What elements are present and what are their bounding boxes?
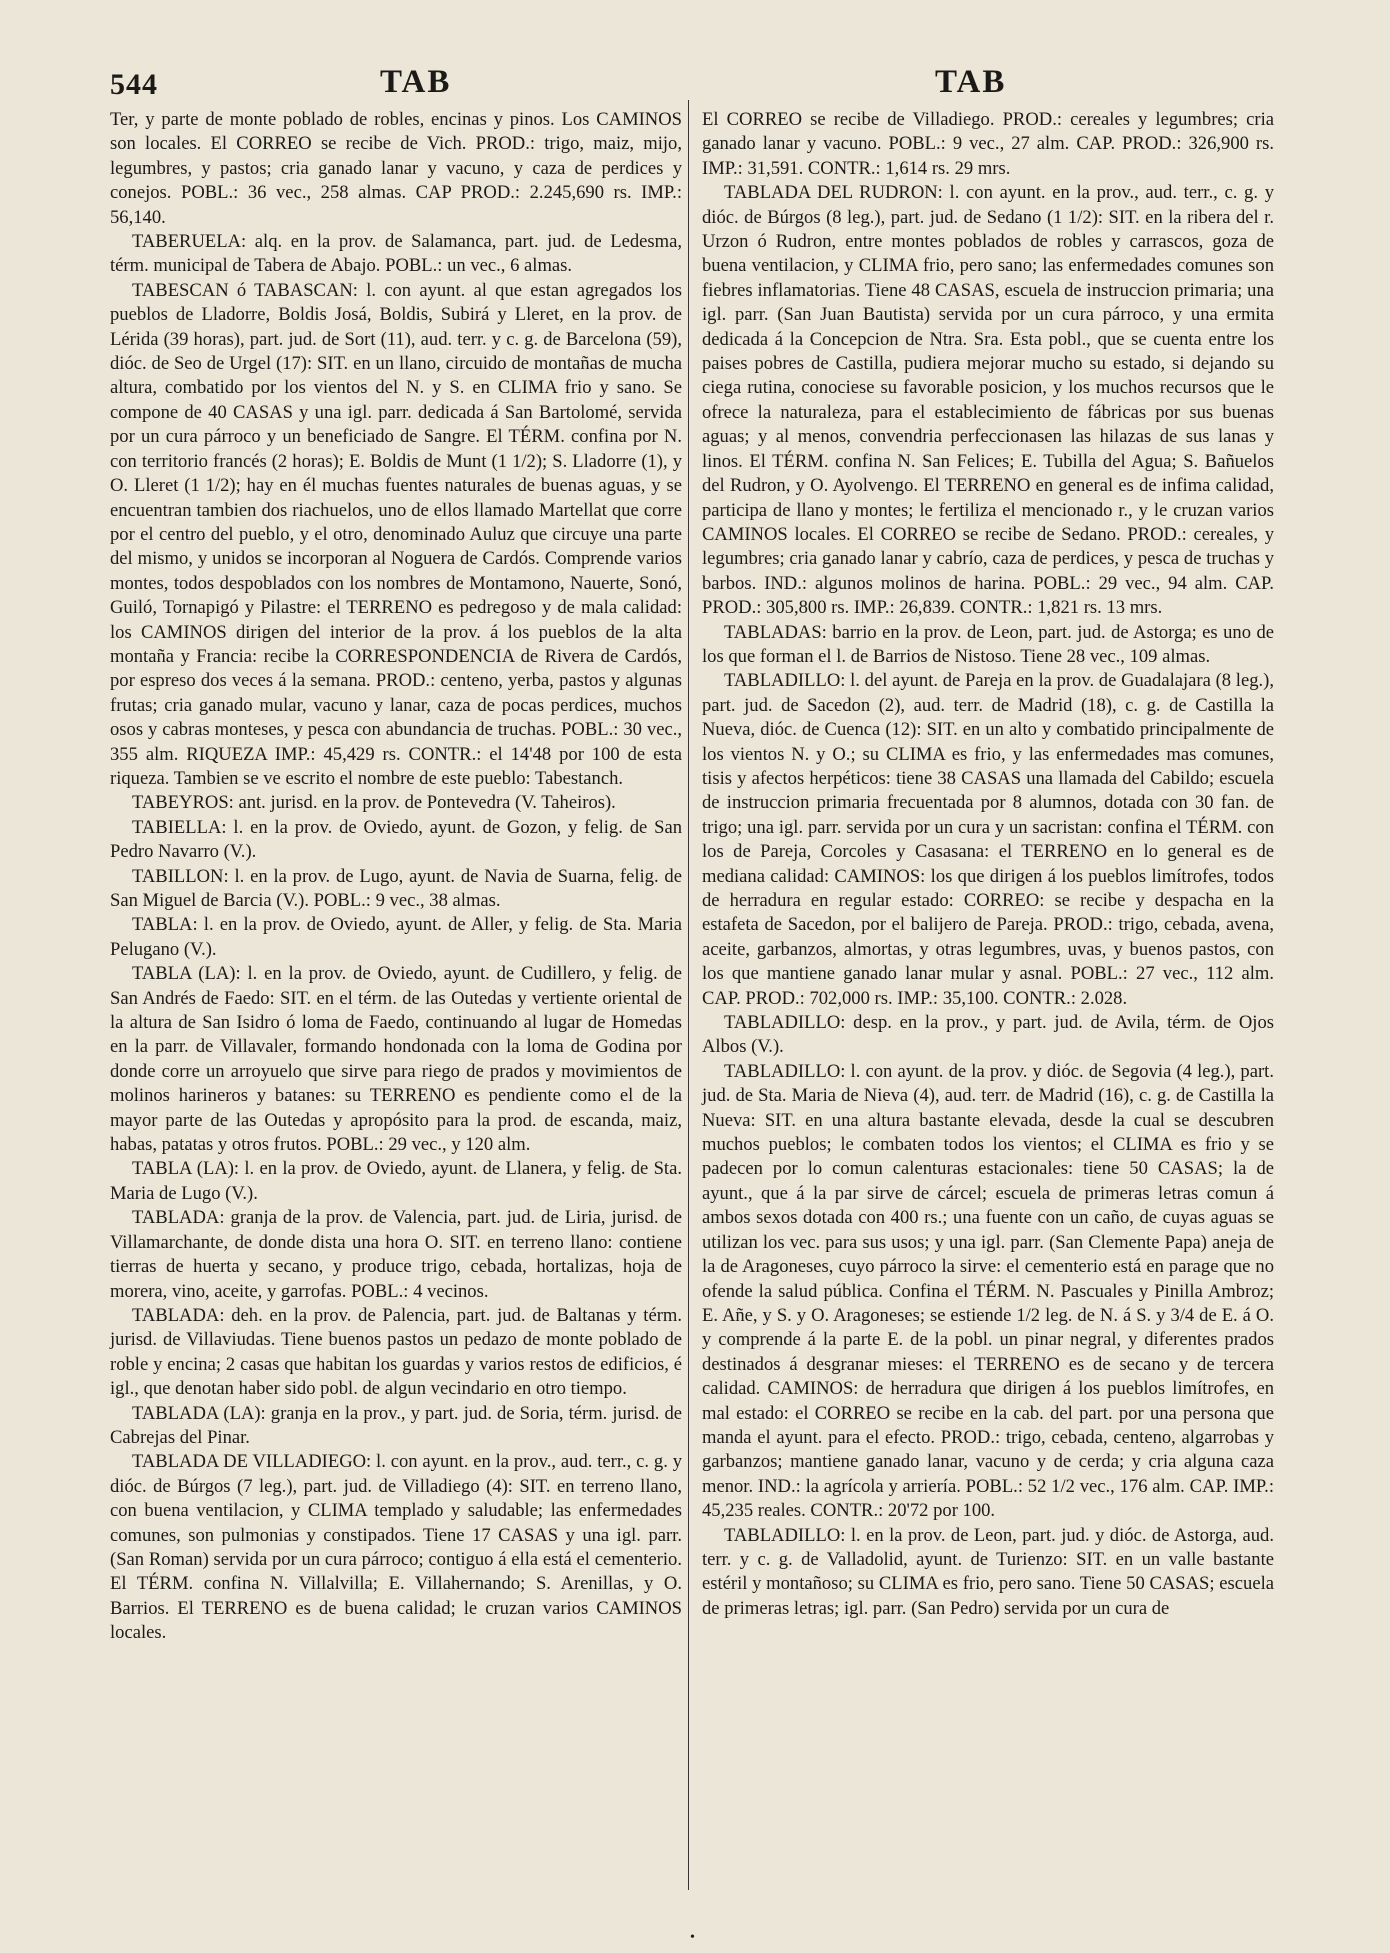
entry-villadiego-cont: El CORREO se recibe de Villadiego. PROD.: cereales y legumbres; cria ganado lanar y vacuno. POBL.: 9 vec., 27 alm. CAP. PROD.: 326,900 rs. IMP.: 31,591. CONTR.: 1,614 rs. 29 mrs. bbox=[702, 109, 1274, 179]
entry-tabladas: TABLADAS: barrio en la prov. de Leon, part. jud. de Astorga; es uno de los que forman el l. de Barrios de Nistoso. Tiene 28 vec., 109 almas. bbox=[702, 621, 1274, 667]
entry-tablada-2: TABLADA: deh. en la prov. de Palencia, part. jud. de Baltanas y térm. jurisd. de Villaviudas. Tiene buenos pastos un pedazo de monte poblado de roble y encina; 2 casas que habitan los guardas y varios restos de edificios, é igl., que denotan haber sido pobl. de algun vecindario en otro tiempo. bbox=[110, 1304, 682, 1400]
entry-tabeyros: TABEYROS: ant. jurisd. en la prov. de Pontevedra (V. Taheiros). bbox=[132, 792, 616, 814]
left-column bbox=[110, 108, 682, 1646]
footer-mark: • bbox=[690, 1930, 695, 1945]
entry-tabescan: TABESCAN ó TABASCAN: l. con ayunt. al que estan agregados los pueblos de Lladorre, Boldis Josá, Boldis, Subirá y Lleret, en la prov. de Lérida (39 horas), part. jud. de Sort (11), aud. terr. y c. g. de Barcelona (59), dióc. de Seo de Urgel (17): SIT. en un llano, circuido de montañas de mucha altura, combatido por los vientos del N. y S. en CLIMA frio y sano. Se compone de 40 CASAS y una igl. parr. dedicada á San Bartolomé, servida por un cura párroco y un beneficiado de Sangre. El TÉRM. confina por N. con territorio francés (2 horas); E. Boldis de Munt (1 1/2); S. Lladorre (1), y O. Lleret (1 1/2); hay en él muchas fuentes naturales de buenas aguas, y se encuentran tambien dos riachuelos, uno de ellos llamado Martellat que corre por el centro del pueblo, y el otro, denominado Auluz que circuye una parte del mismo, y unidos se incorporan al Noguera de Cardós. Comprende varios montes, todos despoblados con los nombres de Montamono, Nauerte, Sonó, Guiló, Tornapigó y Pilastre: el TERRENO es pedregoso y de mala calidad: los CAMINOS dirigen del interior de la prov. á los pueblos de la alta montaña y Francia: recibe la CORRESPONDENCIA de Rivera de Cardós, por espreso dos veces á la semana. PROD.: centeno, yerba, pastos y algunas frutas; cria ganado mular, vacuno y lanar, caza de pocas perdices, muchos osos y cabras monteses, y pesca con abundancia de truchas. POBL.: 30 vec., 355 alm. RIQUEZA IMP.: 45,429 rs. CONTR.: el 14'48 por 100 de esta riqueza. Tambien se ve escrito el nombre de este pueblo: Tabestanch. bbox=[110, 279, 682, 789]
entry-taberuela: TABERUELA: alq. en la prov. de Salamanca, part. jud. de Ledesma, térm. municipal de Tabera de Abajo. POBL.: un vec., 6 almas. bbox=[110, 231, 682, 277]
entry-tabla-la-1: TABLA (LA): l. en la prov. de Oviedo, ayunt. de Cudillero, y felig. de San Andrés de Faedo: SIT. en el térm. de las Outedas y vertiente oriental de la altura de San Isidro ó loma de Faedo, continuando al lugar de Homedas en la parr. de Villavaler, formando hondonada con la loma de Godina por donde corre un arroyuelo que sirve para riego de prados y movimientos de molinos harineros y batanes: su TERRENO es pendiente como el de la mayor parte de las Outedas y apropósito para la prod. de escanda, maiz, habas, patatas y otros frutos. POBL.: 29 vec., y 120 alm. bbox=[110, 963, 682, 1156]
entry-tablada-1: TABLADA: granja de la prov. de Valencia, part. jud. de Liria, jurisd. de Villamarchante, de donde dista una hora O. SIT. en terreno llano: contiene tierras de huerta y secano, y produce trigo, cebada, hortalizas, hoja de morera, vino, aceite, y garrofas. POBL.: 4 vecinos. bbox=[110, 1207, 682, 1302]
entry-tabla: TABLA: l. en la prov. de Oviedo, ayunt. de Aller, y felig. de Sta. Maria Pelugano (V.). bbox=[110, 914, 682, 960]
entry-tablada-la: TABLADA (LA): granja en la prov., y part. jud. de Soria, térm. jurisd. de Cabrejas del Pinar. bbox=[110, 1402, 682, 1448]
entry-tabillon: TABILLON: l. en la prov. de Lugo, ayunt. de Navia de Suarna, felig. de San Miguel de Barcia (V.). POBL.: 9 vec., 38 almas. bbox=[110, 865, 682, 911]
entry-tabla-la-2: TABLA (LA): l. en la prov. de Oviedo, ayunt. de Llanera, y felig. de Sta. Maria de Lugo (V.). bbox=[110, 1158, 682, 1204]
entry-tabiella: TABIELLA: l. en la prov. de Oviedo, ayunt. de Gozon, y felig. de San Pedro Navarro (V.). bbox=[110, 816, 682, 863]
entry-tablada-rudron: TABLADA DEL RUDRON: l. con ayunt. en la prov., aud. terr., c. g. y dióc. de Búrgos (8 leg.), part. jud. de Sedano (1 1/2): SIT. en la ribera del r. Urzon ó Rudron, entre montes poblados de robles y carrascos, goza de buena ventilacion, y CLIMA frio, pero sano; las enfermedades comunes son fiebres inflamatorias. Tiene 48 CASAS, escuela de instruccion primaria; una igl. parr. (San Juan Bautista) servida por un cura párroco, y una ermita dedicada á la Concepcion de Ntra. Sra. Esta pobl., que se cuenta entre los paises pobres de Castilla, pudiera mejorar mucho su estado, si dejando su ciega rutina, conociese su favorable posicion, y los muchos recursos que le ofrece la naturaleza, para el establecimiento de fábricas por sus buenas aguas; y al menos, convendria perfeccionasen las hilazas de sus lanas y linos. El TÉRM. confina N. San Felices; E. Tubilla del Agua; S. Bañuelos del Rudron, y O. Ayolvengo. El TERRENO en general es de infima calidad, participa de llano y montes; le fertiliza el mencionado r., y le cruzan varios CAMINOS locales. El CORREO se recibe de Sedano. PROD.: cereales, y legumbres; cria ganado lanar y cabrío, caza de perdices, y pesca de truchas y barbos. IND.: algunos molinos de harina. POBL.: 29 vec., 94 alm. CAP. PROD.: 305,800 rs. IMP.: 26,839. CONTR.: 1,821 rs. 13 mrs. bbox=[702, 182, 1274, 619]
right-column bbox=[702, 108, 1274, 1621]
column-divider bbox=[688, 100, 689, 1890]
entry-tabladillo-2: TABLADILLO: desp. en la prov., y part. jud. de Avila, térm. de Ojos Albos (V.). bbox=[702, 1012, 1274, 1058]
entry-ter: Ter, y parte de monte poblado de robles, encinas y pinos. Los CAMINOS son locales. El CORREO se recibe de Vich. PROD.: trigo, maiz, mijo, legumbres, y pastos; cria ganado lanar y vacuno, y caza de perdices y conejos. POBL.: 36 vec., 258 almas. CAP PROD.: 2.245,690 rs. IMP.: 56,140. bbox=[110, 109, 682, 228]
running-head-right: TAB bbox=[935, 64, 1007, 100]
entry-tabladillo-4: TABLADILLO: l. en la prov. de Leon, part. jud. y dióc. de Astorga, aud. terr. y c. g. de Valladolid, ayunt. de Turienzo: SIT. en un valle bastante estéril y montañoso; su CLIMA es frio, pero sano. Tiene 50 CASAS; escuela de primeras letras; igl. parr. (San Pedro) servida por un cura de bbox=[702, 1524, 1274, 1619]
page-number: 544 bbox=[110, 68, 158, 101]
running-head-left: TAB bbox=[380, 64, 452, 100]
entry-tabladillo-1: TABLADILLO: l. del ayunt. de Pareja en la prov. de Guadalajara (8 leg.), part. jud. de Sacedon (2), aud. terr. de Madrid (18), c. g. de Castilla la Nueva, dióc. de Cuenca (12): SIT. en un alto y combatido principalmente de los vientos N. y O.; su CLIMA es frio, y las enfermedades mas comunes, tisis y afectos herpéticos: tiene 38 CASAS una llamada del Cabildo; escuela de instruccion primaria frecuentada por 8 alumnos, dotada con 30 fan. de trigo; una igl. parr. servida por un cura y un sacristan: confina el TÉRM. con los de Pareja, Corcoles y Casasana: el TERRENO en lo general es de mediana calidad: CAMINOS: los que dirigen á los pueblos limítrofes, todos de herradura en regular estado: CORREO: se recibe y despacha en la estafeta de Sacedon, por el balijero de Pareja. PROD.: trigo, cebada, avena, aceite, garbanzos, almortas, y otras legumbres, uvas, y buenos pastos, con los que mantiene ganado lanar mular y asnal. POBL.: 27 vec., 112 alm. CAP. PROD.: 702,000 rs. IMP.: 35,100. CONTR.: 2.028. bbox=[702, 670, 1274, 1009]
entry-tabladillo-3: TABLADILLO: l. con ayunt. de la prov. y dióc. de Segovia (4 leg.), part. jud. de Sta. Maria de Nieva (4), aud. terr. de Madrid (16), c. g. de Castilla la Nueva: SIT. en una altura bastante elevada, desde la cual se descubren muchos pueblos; le combaten todos los vientos; el CLIMA es frio y se padecen por lo comun calenturas estacionales: tiene 50 CASAS; la de ayunt., que á la par sirve de cárcel; escuela de primeras letras comun á ambos sexos dotada con 400 rs.; una fuente con un caño, de cuyas aguas se utilizan los vec. para sus usos; y una igl. parr. (San Clemente Papa) aneja de la de Aragoneses, cuyo párroco la sirve: el cementerio está en parage que no ofende la salud pública. Confina el TÉRM. N. Pascuales y Pinilla Ambroz; E. Añe, y S. y O. Aragoneses; se estiende 1/2 leg. de N. á S. y 3/4 de E. á O. y comprende á la parte E. de la pobl. un pinar negral, y diferentes prados destinados á desgranar mieses: el TERRENO es de secano y de tercera calidad. CAMINOS: de herradura que dirigen á los pueblos limítrofes, en mal estado: el CORREO se recibe en la cab. del part. por una persona que manda el ayunt. para el efecto. PROD.: trigo, cebada, centeno, algarrobas y garbanzos; mantiene ganado lanar, vacuno y de cerda; y cria alguna caza menor. IND.: la agrícola y arriería. POBL.: 52 1/2 vec., 176 alm. CAP. IMP.: 45,235 reales. CONTR.: 20'72 por 100. bbox=[702, 1060, 1274, 1522]
entry-tablada-villadiego: TABLADA DE VILLADIEGO: l. con ayunt. en la prov., aud. terr., c. g. y dióc. de Búrgos (7 leg.), part. jud. de Villadiego (4): SIT. en terreno llano, con buena ventilacion, y CLIMA templado y saludable; las enfermedades comunes, son pulmonias y constipados. Tiene 17 CASAS y una igl. parr. (San Roman) servida por un cura párroco; contiguo á ella está el cementerio. El TÉRM. confina N. Villalvilla; E. Villahernando; S. Arenillas, y O. Barrios. El TERRENO es de buena calidad; le cruzan varios CAMINOS locales. bbox=[110, 1451, 682, 1644]
